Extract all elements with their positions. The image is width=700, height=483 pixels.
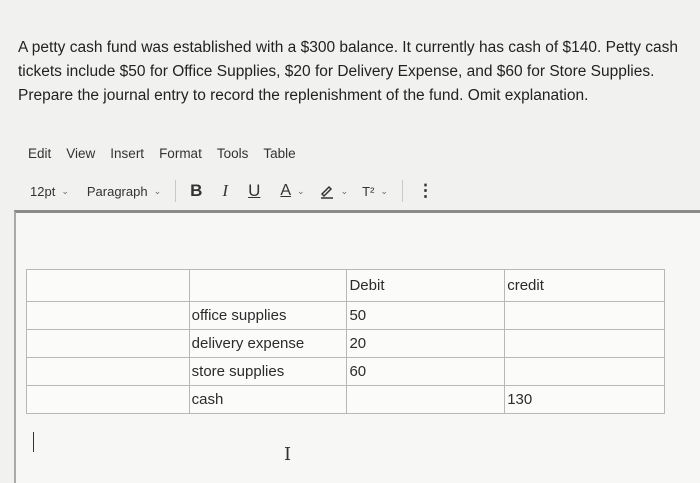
debit-cell[interactable]: 50: [347, 302, 505, 330]
text-color-button[interactable]: [280, 182, 304, 200]
editor-menubar: [28, 146, 311, 161]
chevron-down-icon: ⌄: [340, 185, 349, 196]
account-cell[interactable]: cash: [189, 386, 347, 414]
chevron-down-icon: ⌄: [380, 185, 388, 196]
table-cell[interactable]: [27, 302, 190, 330]
credit-cell[interactable]: [505, 358, 665, 386]
debit-cell[interactable]: [347, 386, 505, 414]
highlight-button[interactable]: [319, 183, 349, 199]
more-vertical-icon[interactable]: ⋮: [416, 181, 434, 200]
credit-cell[interactable]: 130: [505, 386, 665, 414]
italic-button[interactable]: I: [222, 181, 229, 200]
superscript-icon: T²: [362, 183, 375, 199]
chevron-down-icon: ⌄: [297, 185, 305, 196]
credit-cell[interactable]: [505, 330, 665, 358]
menu-tools[interactable]: Tools: [216, 146, 249, 161]
debit-cell[interactable]: 60: [347, 358, 505, 386]
font-size-value: 12pt: [30, 183, 56, 199]
account-cell[interactable]: delivery expense: [189, 330, 347, 358]
menu-insert[interactable]: Insert: [110, 146, 145, 161]
chevron-down-icon: ⌄: [61, 185, 69, 196]
block-format-select[interactable]: [87, 184, 161, 199]
font-size-select[interactable]: [30, 184, 69, 199]
table-cell[interactable]: [27, 270, 190, 302]
toolbar-divider: [175, 180, 176, 202]
table-cell[interactable]: [27, 358, 190, 386]
highlighter-icon: [319, 183, 335, 199]
menu-view[interactable]: View: [66, 146, 96, 161]
chevron-down-icon: ⌄: [153, 185, 162, 196]
account-cell[interactable]: store supplies: [189, 358, 347, 386]
table-row: [27, 358, 665, 386]
table-row: [27, 302, 665, 330]
block-format-value: Paragraph: [86, 183, 148, 199]
credit-header[interactable]: credit: [505, 270, 665, 302]
bold-button[interactable]: B: [190, 181, 203, 200]
journal-table[interactable]: [26, 269, 665, 414]
table-cell[interactable]: [27, 330, 190, 358]
table-cell[interactable]: [189, 270, 347, 302]
text-color-icon: A: [280, 182, 292, 199]
credit-cell[interactable]: [505, 302, 665, 330]
debit-header[interactable]: Debit: [347, 270, 505, 302]
text-caret: [33, 432, 34, 452]
ibeam-cursor-icon: I: [284, 444, 292, 465]
menu-edit[interactable]: Edit: [28, 146, 52, 161]
table-row: [27, 386, 665, 414]
table-header-row: [27, 270, 665, 302]
account-cell[interactable]: office supplies: [189, 302, 347, 330]
menu-format[interactable]: Format: [159, 146, 202, 161]
debit-cell[interactable]: 20: [347, 330, 505, 358]
editor-toolbar: [30, 178, 434, 204]
question-text: A petty cash fund was established with a $300 balance. It currently has cash of $140. Petty cash tickets include $50 for Office Supplies, $20 for Delivery Expense, and $60 for Store Supplies. Prepare the journal entry to record the replenishment of the fund. Omit explanation.: [18, 39, 679, 104]
table-cell[interactable]: [27, 386, 190, 414]
table-row: [27, 330, 665, 358]
superscript-button[interactable]: [362, 184, 388, 199]
toolbar-divider: [402, 180, 403, 202]
menu-table[interactable]: Table: [263, 146, 296, 161]
underline-button[interactable]: U: [248, 181, 261, 200]
